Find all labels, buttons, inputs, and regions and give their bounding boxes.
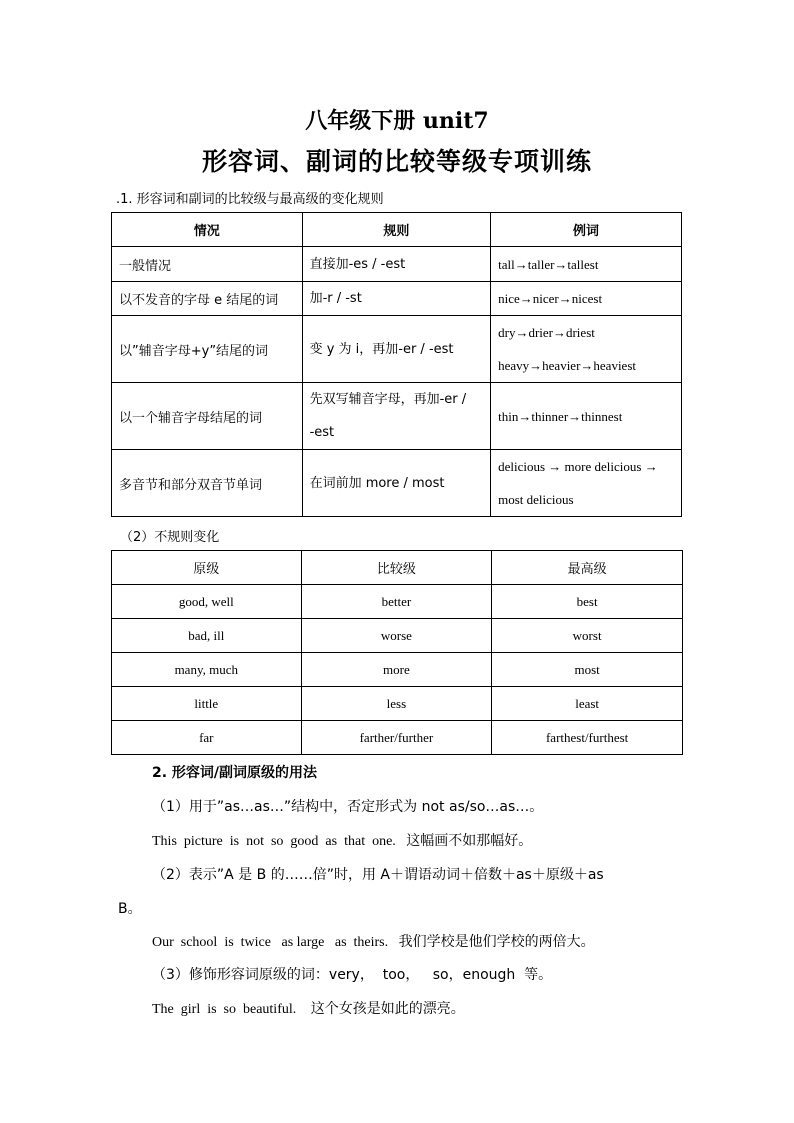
irregular-forms-table — [111, 550, 683, 755]
page-title-line-1: 八年级下册 unit7 — [305, 108, 489, 134]
comparative-cell: farther/further — [301, 721, 492, 755]
case-cell: 以不发音的字母 e 结尾的词 — [112, 282, 303, 316]
comparative-cell: more — [301, 653, 492, 687]
column-header-superlative: 最高级 — [492, 551, 683, 585]
table-row — [112, 653, 683, 687]
section-2-heading: （2）不规则变化 — [120, 530, 220, 545]
example-cell: tall→taller→tallest — [491, 247, 682, 282]
usage-example-1 — [152, 830, 532, 850]
superlative-cell: best — [492, 585, 683, 619]
comparative-cell: worse — [301, 619, 492, 653]
table-row — [112, 721, 683, 755]
table-row — [112, 247, 682, 282]
example-line: heavy→heavier→heaviest — [498, 358, 636, 373]
table-row — [112, 282, 682, 316]
comparison-rules-table — [111, 212, 682, 517]
table-header-row — [112, 213, 682, 247]
usage-point-3: （3）修饰形容词原级的词：very， too， so，enough 等。 — [152, 967, 553, 983]
example-cell: nice→nicer→nicest — [491, 282, 682, 316]
case-cell: 一般情况 — [112, 247, 303, 282]
rule-cell — [302, 383, 491, 450]
case-cell: 以”辅音字母+y”结尾的词 — [112, 316, 303, 383]
usage-example-2 — [152, 931, 595, 951]
column-header-case: 情况 — [112, 213, 303, 247]
example-line: most delicious — [498, 492, 574, 507]
table-header-row — [112, 551, 683, 585]
superlative-cell: most — [492, 653, 683, 687]
table-row — [112, 383, 682, 450]
superlative-cell: farthest/furthest — [492, 721, 683, 755]
table-row — [112, 316, 682, 383]
usage-point-1: （1）用于”as…as…”结构中，否定形式为 not as/so…as…。 — [152, 799, 544, 815]
example-chinese: 这个女孩是如此的漂亮。 — [310, 1001, 465, 1017]
example-english: This picture is not so good as that one. — [152, 834, 396, 849]
usage-point-2: （2）表示”A 是 B 的……倍”时，用 A＋谓语动词＋倍数＋as＋原级＋as — [152, 867, 604, 883]
example-english: Our school is twice as large as theirs. — [152, 935, 389, 950]
column-header-rule: 规则 — [302, 213, 491, 247]
rule-line: 先双写辅音字母，再加-er / — [309, 392, 467, 407]
example-chinese: 这幅画不如那幅好。 — [406, 833, 533, 849]
table-row — [112, 619, 683, 653]
rule-cell: 在词前加 more / most — [302, 450, 491, 517]
example-chinese: 我们学校是他们学校的两倍大。 — [398, 934, 595, 950]
example-cell: thin→thinner→thinnest — [491, 383, 682, 450]
example-line: delicious → more delicious → — [498, 459, 658, 474]
column-header-base: 原级 — [112, 551, 302, 585]
page-title-line-2: 形容词、副词的比较等级专项训练 — [201, 147, 592, 176]
rule-cell: 加-r / -st — [302, 282, 491, 316]
column-header-comparative: 比较级 — [301, 551, 492, 585]
base-cell: many, much — [112, 653, 302, 687]
column-header-example: 例词 — [491, 213, 682, 247]
comparative-cell: better — [301, 585, 492, 619]
section-1-heading: .1. 形容词和副词的比较级与最高级的变化规则 — [116, 192, 384, 207]
usage-example-3 — [152, 998, 465, 1018]
rule-cell: 直接加-es / -est — [302, 247, 491, 282]
example-cell — [491, 316, 682, 383]
superlative-cell: least — [492, 687, 683, 721]
usage-point-2-continued: B。 — [118, 901, 142, 917]
base-cell: far — [112, 721, 302, 755]
example-cell — [491, 450, 682, 517]
superlative-cell: worst — [492, 619, 683, 653]
case-cell: 以一个辅音字母结尾的词 — [112, 383, 303, 450]
section-3-heading: 2. 形容词/副词原级的用法 — [152, 765, 318, 781]
rule-cell: 变 y 为 i，再加-er / -est — [302, 316, 491, 383]
base-cell: good, well — [112, 585, 302, 619]
table-row — [112, 687, 683, 721]
example-english: The girl is so beautiful. — [152, 1002, 297, 1017]
comparative-cell: less — [301, 687, 492, 721]
example-line: dry→drier→driest — [498, 325, 595, 340]
base-cell: little — [112, 687, 302, 721]
base-cell: bad, ill — [112, 619, 302, 653]
case-cell: 多音节和部分双音节单词 — [112, 450, 303, 517]
rule-line: -est — [309, 425, 335, 440]
table-row — [112, 450, 682, 517]
table-row — [112, 585, 683, 619]
